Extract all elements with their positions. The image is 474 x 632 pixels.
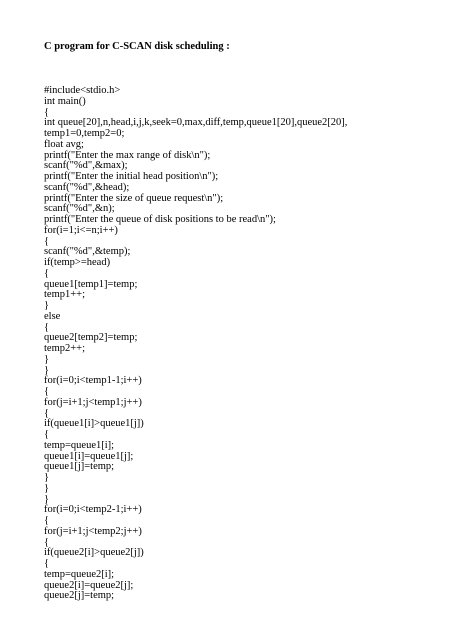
- code-line: queue1[temp1]=temp;: [44, 278, 138, 290]
- code-line: scanf("%d",&max);: [44, 160, 128, 172]
- code-line: {: [44, 106, 50, 118]
- code-line: {: [44, 321, 50, 333]
- code-line: }: [44, 364, 50, 376]
- code-line: if(temp>=head): [44, 257, 111, 268]
- code-line: {: [44, 558, 50, 569]
- code-line: {: [44, 407, 50, 419]
- code-line: queue1[i]=queue1[j];: [44, 450, 134, 462]
- code-line: {: [44, 235, 50, 247]
- code-line: queue2[i]=queue2[j];: [44, 579, 134, 591]
- code-line: scanf("%d",&n);: [44, 203, 115, 215]
- document-title: C program for C-SCAN disk scheduling :: [44, 41, 230, 52]
- code-line: int queue[20],n,head,i,j,k,seek=0,max,diff,temp,queue1[20],queue2[20],: [44, 117, 348, 129]
- code-line: if(queue2[i]>queue2[j]): [44, 547, 144, 559]
- code-line: if(queue1[i]>queue1[j]): [44, 418, 144, 430]
- code-line: {: [44, 515, 50, 526]
- code-line: queue1[j]=temp;: [44, 461, 115, 473]
- code-line: }: [44, 472, 50, 483]
- code-line: {: [44, 536, 50, 548]
- code-line: printf("Enter the queue of disk positions to be read\n");: [44, 214, 276, 225]
- code-line: for(j=i+1;j<temp1;j++): [44, 396, 142, 408]
- code-line: else: [44, 310, 61, 322]
- code-line: for(i=0;i<temp1-1;i++): [44, 375, 142, 387]
- code-line: }: [44, 493, 50, 505]
- code-line: {: [44, 429, 50, 440]
- code-line: for(j=i+1;j<temp2;j++): [44, 525, 142, 537]
- code-line: {: [44, 267, 50, 279]
- code-line: printf("Enter the size of queue request\n");: [44, 192, 224, 204]
- code-line: temp2++;: [44, 343, 86, 354]
- code-line: printf("Enter the initial head position\n");: [44, 171, 219, 182]
- code-line: scanf("%d",&head);: [44, 181, 130, 193]
- code-line: temp=queue1[i];: [44, 439, 115, 451]
- code-line: int main(): [44, 95, 86, 107]
- code-line: {: [44, 386, 50, 397]
- code-line: queue2[temp2]=temp;: [44, 332, 138, 344]
- code-line: temp1=0,temp2=0;: [44, 128, 125, 139]
- code-line: }: [44, 353, 50, 365]
- code-line: queue2[j]=temp;: [44, 590, 115, 602]
- code-line: float avg;: [44, 138, 84, 150]
- code-line: for(i=1;i<=n;i++): [44, 224, 118, 236]
- code-line: printf("Enter the max range of disk\n");: [44, 149, 211, 161]
- code-line: }: [44, 482, 50, 494]
- code-line: #include<stdio.h>: [44, 85, 121, 96]
- code-line: for(i=0;i<temp2-1;i++): [44, 504, 142, 516]
- code-line: }: [44, 300, 50, 311]
- code-line: temp=queue2[i];: [44, 568, 115, 580]
- code-line: temp1++;: [44, 289, 86, 301]
- code-block: [44, 86, 464, 602]
- code-line: scanf("%d",&temp);: [44, 246, 131, 258]
